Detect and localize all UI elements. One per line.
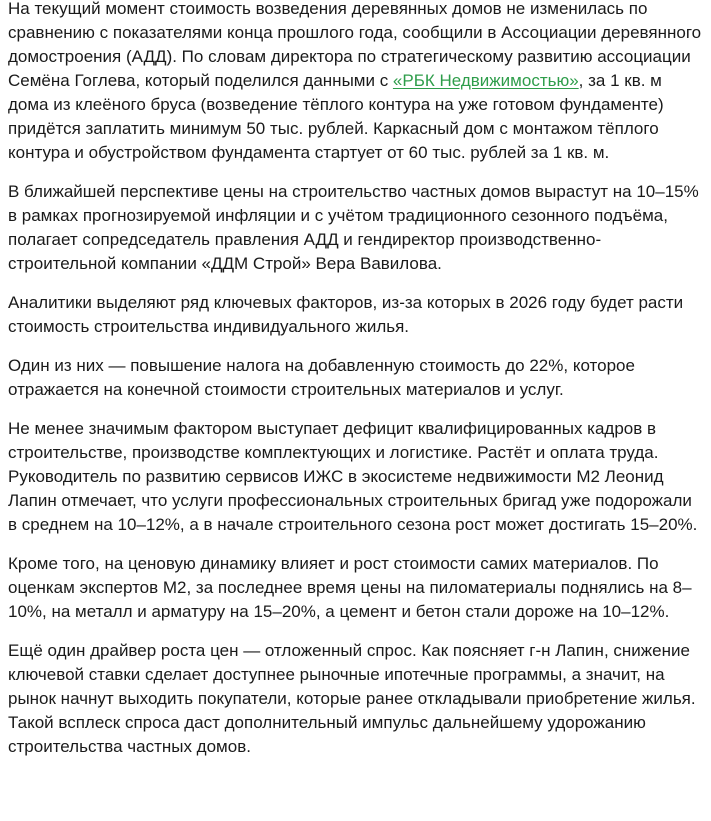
paragraph-6: Кроме того, на ценовую динамику влияет и рост стоимости самих материалов. По оценкам экспертов М2, за последнее время цены на пиломатериалы поднялись на 8–10%, на металл и арматуру на 15–20%, а цемент и бетон стали дороже на 10–12%. [8,554,692,621]
paragraph-2: В ближайшей перспективе цены на строительство частных домов вырастут на 10–15% в рамках прогнозируемой инфляции и с учётом традиционного сезонного подъёма, полагает сопредседатель правления АДД и гендиректор производственно-строительной компании «ДДМ Строй» Вера Вавилова. [8,182,699,273]
paragraph-1-text-after: , за 1 кв. м дома из клеёного бруса (возведение тёплого контура на уже готовом фундаменте) придётся заплатить минимум 50 тыс. рублей. Каркасный дом с монтажом тёплого контура и обустройством фундамента стартует от 60 тыс. рублей за 1 кв. м. [8,71,664,162]
paragraph-3: Аналитики выделяют ряд ключевых факторов, из-за которых в 2026 году будет расти стоимость строительства индивидуального жилья. [8,293,684,336]
paragraph-5: Не менее значимым фактором выступает дефицит квалифицированных кадров в строительстве, производстве комплектующих и логистике. Растёт и оплата труда. Руководитель по развитию сервисов ИЖС в экосистеме недвижимости М2 Леонид Лапин отмечает, что услуги профессиональных строительных бригад уже подорожали в среднем на 10–12%, а в начале строительного сезона рост может достигать 15–20%. [8,419,698,534]
paragraph-7: Ещё один драйвер роста цен — отложенный спрос. Как поясняет г-н Лапин, снижение ключевой ставки сделает доступнее рыночные ипотечные программы, а значит, на рынок начнут выходить покупатели, которые ранее откладывали приобретение жилья. Такой всплеск спроса даст дополнительный импульс дальнейшему удорожанию строительства частных домов. [8,641,696,756]
paragraph-1-text-before: На текущий момент стоимость возведения деревянных домов не изменилась по сравнению с показателями конца прошлого года, сообщили в Ассоциации деревянного домостроения (АДД). По словам директора по стратегическому развитию ассоциации Семёна Гоглева, который поделился данными с [8,0,702,90]
paragraph-4: Один из них — повышение налога на добавленную стоимость до 22%, которое отражается на конечной стоимости строительных материалов и услуг. [8,356,635,399]
rbk-realty-link[interactable]: «РБК Недвижимостью» [392,71,579,90]
paragraph-1 [8,0,703,165]
